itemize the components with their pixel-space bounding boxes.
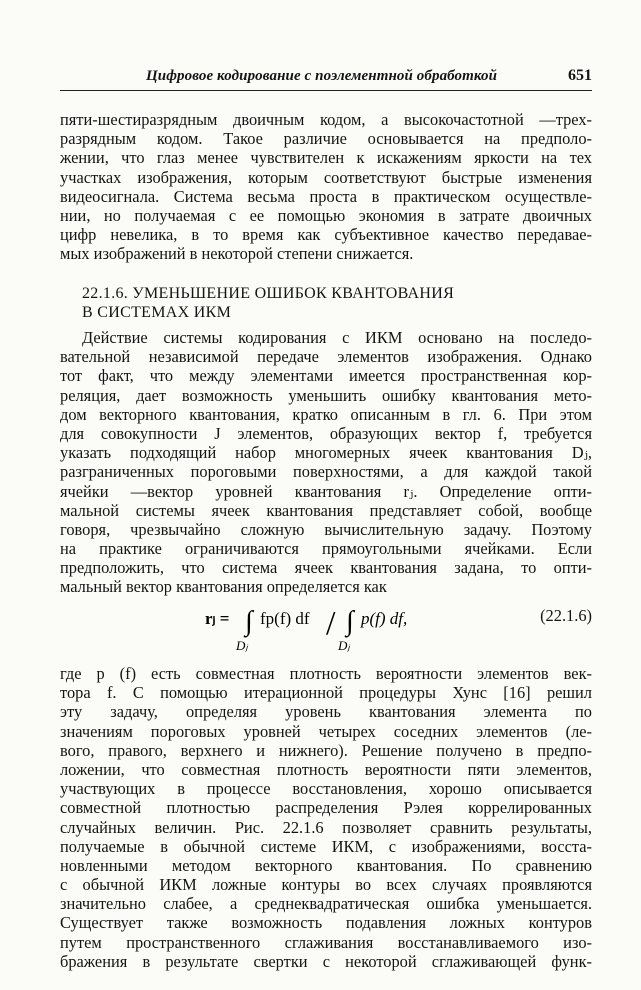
text-line: на практике ограничиваются прямоугольными ячейками. Если <box>60 539 592 559</box>
text-line: где p (f) есть совместная плотность вероятности элементов век- <box>60 664 592 683</box>
text-line: участках изображения, которым соответствуют быстрые изменения <box>60 167 592 187</box>
text-line: мых изображений в некоторой степени снижается. <box>60 244 414 264</box>
text-line: мальный вектор квантования определяется как <box>60 577 387 597</box>
text-line: значительно слабее, а среднеквадратическая ошибка уменьшается. <box>60 894 592 914</box>
text-line: дом векторного квантования, кратко описанным в гл. 6. При этом <box>60 404 592 424</box>
running-title: Цифровое кодирование с поэлементной обработкой <box>146 68 498 84</box>
paragraph-1 <box>60 110 592 264</box>
text-line: совместной плотностью распределения Рэлея коррелированных <box>60 798 592 818</box>
text-line: предположить, что система ячеек квантования задана, то опти- <box>60 558 592 578</box>
text-line: цифр невелика, в то время как субъективное качество передавае- <box>60 225 592 245</box>
text-line: разрядным кодом. Такое различие основывается на предполо- <box>60 129 592 149</box>
division-slash: / <box>326 605 336 642</box>
page-number: 651 <box>568 67 592 84</box>
text-line: жении, что глаз менее чувствителен к искажениям яркости на тех <box>60 148 592 168</box>
equation-number: (22.1.6) <box>540 606 592 625</box>
formula-numerator: fp(f) df <box>260 609 310 628</box>
text-line: Действие системы кодирования с ИКМ основано на последо- <box>82 328 592 347</box>
text-line: пяти-шестиразрядным двоичным кодом, а высокочастотной —трех- <box>60 110 592 129</box>
formula-graphic <box>60 594 480 660</box>
text-line: случайных величин. Рис. 22.1.6 позволяет сравнить результаты, <box>60 817 592 837</box>
section-heading-line-2: В СИСТЕМАХ ИКМ <box>82 304 232 321</box>
text-line: вого, правого, верхнего и нижнего). Решение получено в предпо- <box>60 740 592 760</box>
integration-domain-2: Dⱼ <box>338 638 350 653</box>
text-line: тора f. С помощью итерационной процедуры Хунс [16] решил <box>60 683 592 703</box>
text-line: бражения в результате свертки с некоторой сглаживающей функ- <box>60 951 592 971</box>
text-line: ячейки —вектор уровней квантования rⱼ. Определение опти- <box>60 481 592 501</box>
formula-22-1-6 <box>60 594 592 660</box>
text-line: видеосигнала. Система весьма проста в практическом осуществле- <box>60 186 592 206</box>
section-heading-line-1: 22.1.6. УМЕНЬШЕНИЕ ОШИБОК КВАНТОВАНИЯ <box>82 285 455 302</box>
formula-denominator: p(f) df, <box>361 609 408 628</box>
text-line: мальной системы ячеек квантования представляет собой, вообще <box>60 500 592 520</box>
paragraph-2 <box>60 328 592 597</box>
text-line: путем пространственного сглаживания восстанавливаемого изо- <box>60 932 592 952</box>
text-line: с обычной ИКМ ложные контуры во всех случаях проявляются <box>60 875 592 895</box>
paragraph-3 <box>60 664 592 971</box>
text-line: получаемые в обычной системе ИКМ, с изображениями, восста- <box>60 836 592 856</box>
text-line: указать подходящий набор многомерных ячеек квантования Dⱼ, <box>60 443 592 463</box>
text-line: Существует также возможность подавления ложных контуров <box>60 913 592 933</box>
running-header <box>60 64 592 91</box>
text-line: ложении, что совместная плотность вероятности пяти элементов, <box>60 759 592 779</box>
text-line: эту задачу, определяя уровень квантования элемента по <box>60 702 592 722</box>
integration-domain-1: Dⱼ <box>236 638 248 653</box>
text-line: значениям пороговых уровней четырех соседних элементов (ле- <box>60 721 592 741</box>
integral-sign-1: ∫ <box>245 606 253 637</box>
text-line: тот факт, что между элементами имеется пространственная кор- <box>60 366 592 386</box>
text-line: новленными методом векторного квантования. По сравнению <box>60 855 592 875</box>
text-line: разграниченных пороговыми поверхностями, а для каждой такой <box>60 462 592 482</box>
formula-lhs: rⱼ = <box>205 609 230 628</box>
text-line: нии, но получаемая с ее помощью экономия в затрате двоичных <box>60 205 592 225</box>
section-heading <box>82 284 454 322</box>
text-line: вательной независимой передаче элементов изображения. Однако <box>60 347 592 367</box>
text-line: говоря, чрезвычайно сложную вычислительную задачу. Поэтому <box>60 519 592 539</box>
text-line: участвующих в процессе восстановления, хорошо описывается <box>60 779 592 799</box>
integral-sign-2: ∫ <box>346 606 354 637</box>
text-line: реляция, дает возможность уменьшить ошибку квантования мето- <box>60 385 592 405</box>
text-line: для совокупности J элементов, образующих вектор f, требуется <box>60 423 592 443</box>
